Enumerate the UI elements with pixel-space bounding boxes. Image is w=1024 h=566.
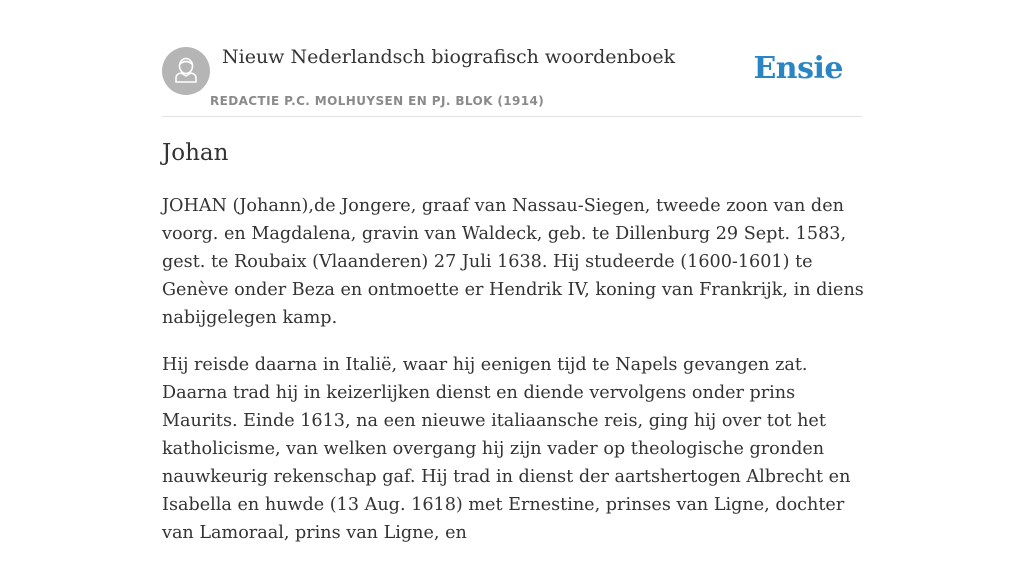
source-editors: REDACTIE P.C. MOLHUYSEN EN PJ. BLOK (1914): [210, 94, 545, 108]
entry-paragraph: JOHAN (Johann),de Jongere, graaf van Nassau-Siegen, tweede zoon van den voorg. en Magdalena, gravin van Waldeck, geb. te Dillenburg 29 Sept. 1583, gest. te Roubaix (Vlaanderen) 27 Juli 1638. Hij studeerde (1600-1601) te Genève onder Beza en ontmoette er Hendrik IV, koning van Frankrijk, in diens nabijgelegen kamp.: [162, 196, 864, 328]
entry-paragraph: Hij reisde daarna in Italië, waar hij eenigen tijd te Napels gevangen zat. Daarna trad hij in keizerlijken dienst en diende vervolgens onder prins Maurits. Einde 1613, na een nieuwe italiaansche reis, ging hij over tot het katholicisme, van welken overgang hij zijn vader op theologische gronden nauwkeurig rekenschap gaf. Hij trad in dienst der aartshertogen Albrecht en Isabella en huwde (13 Aug. 1618) met Ernestine, prinses van Ligne, dochter van Lamoraal, prins van Ligne, en: [162, 355, 851, 543]
entry-body: [162, 192, 867, 566]
source-header: [162, 46, 862, 117]
user-avatar-icon[interactable]: [162, 47, 210, 95]
entry-title: Johan: [162, 140, 229, 166]
source-title[interactable]: Nieuw Nederlandsch biografisch woordenboek: [222, 46, 676, 68]
ensie-logo[interactable]: Ensie: [753, 51, 843, 86]
